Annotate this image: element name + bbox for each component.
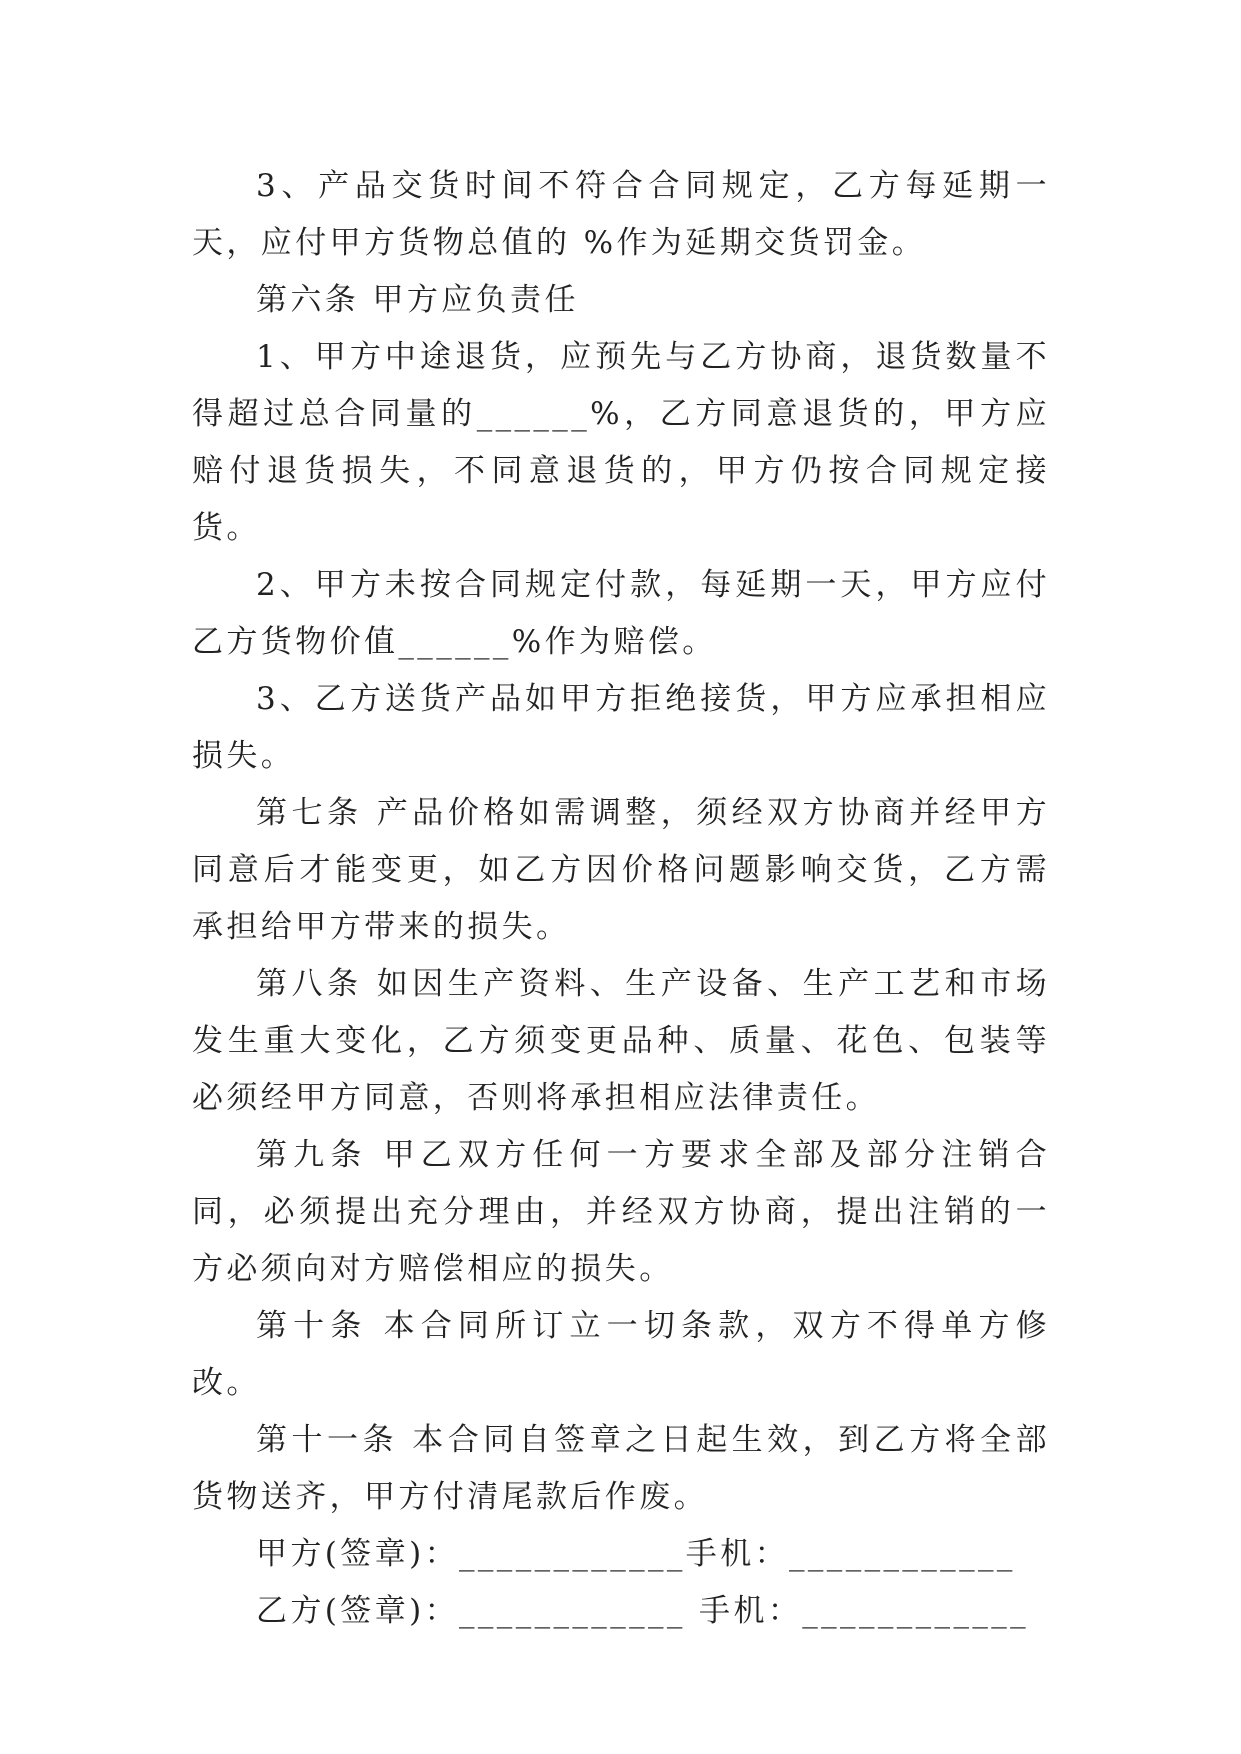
- clause-5-item-3: 3、产品交货时间不符合合同规定，乙方每延期一天，应付甲方货物总值的 %作为延期交货罚金。: [192, 168, 1050, 261]
- clause-6-heading: 第六条 甲方应负责任: [256, 282, 579, 318]
- party-b-signature-line: 乙方(签章)：____________ 手机：____________: [256, 1593, 1030, 1629]
- clause-9: 第九条 甲乙双方任何一方要求全部及部分注销合同，必须提出充分理由，并经双方协商，提出注销的一方必须向对方赔偿相应的损失。: [192, 1137, 1050, 1287]
- clause-6-item-2: 2、甲方未按合同规定付款，每延期一天，甲方应付乙方货物价值______%作为赔偿。: [192, 567, 1050, 660]
- party-a-signature-line: 甲方(签章)：____________手机：____________: [256, 1536, 1016, 1572]
- clause-10: 第十条 本合同所订立一切条款，双方不得单方修改。: [192, 1308, 1050, 1401]
- clause-7: 第七条 产品价格如需调整，须经双方协商并经甲方同意后才能变更，如乙方因价格问题影响交货，乙方需承担给甲方带来的损失。: [192, 795, 1050, 945]
- clause-6-item-1: 1、甲方中途退货，应预先与乙方协商，退货数量不得超过总合同量的______%，乙方同意退货的，甲方应赔付退货损失，不同意退货的，甲方仍按合同规定接货。: [192, 339, 1050, 546]
- clause-8: 第八条 如因生产资料、生产设备、生产工艺和市场发生重大变化，乙方须变更品种、质量、花色、包装等必须经甲方同意，否则将承担相应法律责任。: [192, 966, 1050, 1116]
- document-body: [192, 158, 1050, 1640]
- clause-11: 第十一条 本合同自签章之日起生效，到乙方将全部货物送齐，甲方付清尾款后作废。: [192, 1422, 1050, 1515]
- clause-6-item-3: 3、乙方送货产品如甲方拒绝接货，甲方应承担相应损失。: [192, 681, 1050, 774]
